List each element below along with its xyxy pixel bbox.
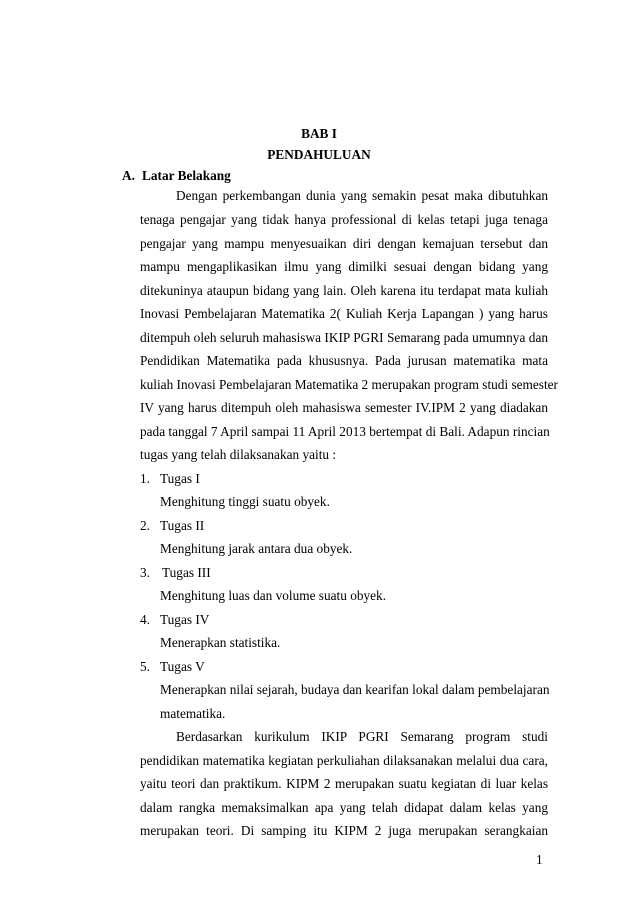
task-number: 2. [140, 518, 150, 533]
para1-line: kuliah Inovasi Pembelajaran Matematika 2 merupakan program studi semester [140, 377, 558, 392]
chapter-title: PENDAHULUAN [267, 147, 371, 162]
para2-line: dalam rangka memaksimalkan apa yang telah didapat dalam kelas yang [140, 800, 548, 815]
task-description: matematika. [160, 706, 226, 721]
task-description: Menghitung luas dan volume suatu obyek. [160, 588, 387, 603]
task-label: Tugas V [160, 659, 205, 674]
para1-line: Dengan perkembangan dunia yang semakin pesat maka dibutuhkan [176, 188, 548, 203]
para1-line: Pendidikan Matematika pada khususnya. Pada jurusan matematika mata [140, 353, 548, 368]
task-number: 1. [140, 471, 150, 486]
section-heading: Latar Belakang [142, 168, 231, 183]
task-number: 3. [140, 565, 150, 580]
task-description: Menerapkan nilai sejarah, budaya dan kearifan lokal dalam pembelajaran [160, 682, 550, 697]
task-description: Menghitung tinggi suatu obyek. [160, 494, 330, 509]
para1-line: tugas yang telah dilaksanakan yaitu : [140, 447, 337, 462]
task-description: Menerapkan statistika. [160, 635, 281, 650]
task-number: 5. [140, 659, 150, 674]
para2-line: pendidikan matematika kegiatan perkuliahan dilaksanakan melalui dua cara, [140, 753, 548, 768]
task-description: Menghitung jarak antara dua obyek. [160, 541, 353, 556]
task-label: Tugas III [162, 565, 211, 580]
para2-line: merupakan teori. Di samping itu KIPM 2 juga merupakan serangkaian [140, 823, 548, 838]
task-number: 4. [140, 612, 150, 627]
para2-line: Berdasarkan kurikulum IKIP PGRI Semarang program studi [176, 729, 548, 744]
para1-line: IV yang harus ditempuh oleh mahasiswa semester IV.IPM 2 yang diadakan [140, 400, 548, 415]
para1-line: Inovasi Pembelajaran Matematika 2( Kuliah Kerja Lapangan ) yang harus [140, 306, 548, 321]
task-label: Tugas IV [160, 612, 210, 627]
task-label: Tugas I [160, 471, 200, 486]
page-number: 1 [536, 852, 543, 867]
section-marker: A. [122, 168, 135, 183]
para1-line: ditempuh oleh seluruh mahasiswa IKIP PGRI Semarang pada umumnya dan [140, 330, 548, 345]
para1-line: ditekuninya ataupun bidang yang lain. Oleh karena itu terdapat mata kuliah [140, 283, 548, 298]
task-label: Tugas II [160, 518, 205, 533]
para1-line: pada tanggal 7 April sampai 11 April 2013 bertempat di Bali. Adapun rincian [140, 424, 550, 439]
para1-line: tenaga pengajar yang tidak hanya professional di kelas tetapi juga tenaga [140, 212, 548, 227]
para1-line: pengajar yang mampu menyesuaikan diri dengan kemajuan tersebut dan [140, 236, 548, 251]
para1-line: mampu mengaplikasikan ilmu yang dimilki sesuai dengan bidang yang [140, 259, 548, 274]
chapter-label: BAB I [301, 126, 337, 141]
para2-line: yaitu teori dan praktikum. KIPM 2 merupakan suatu kegiatan di luar kelas [140, 776, 548, 791]
